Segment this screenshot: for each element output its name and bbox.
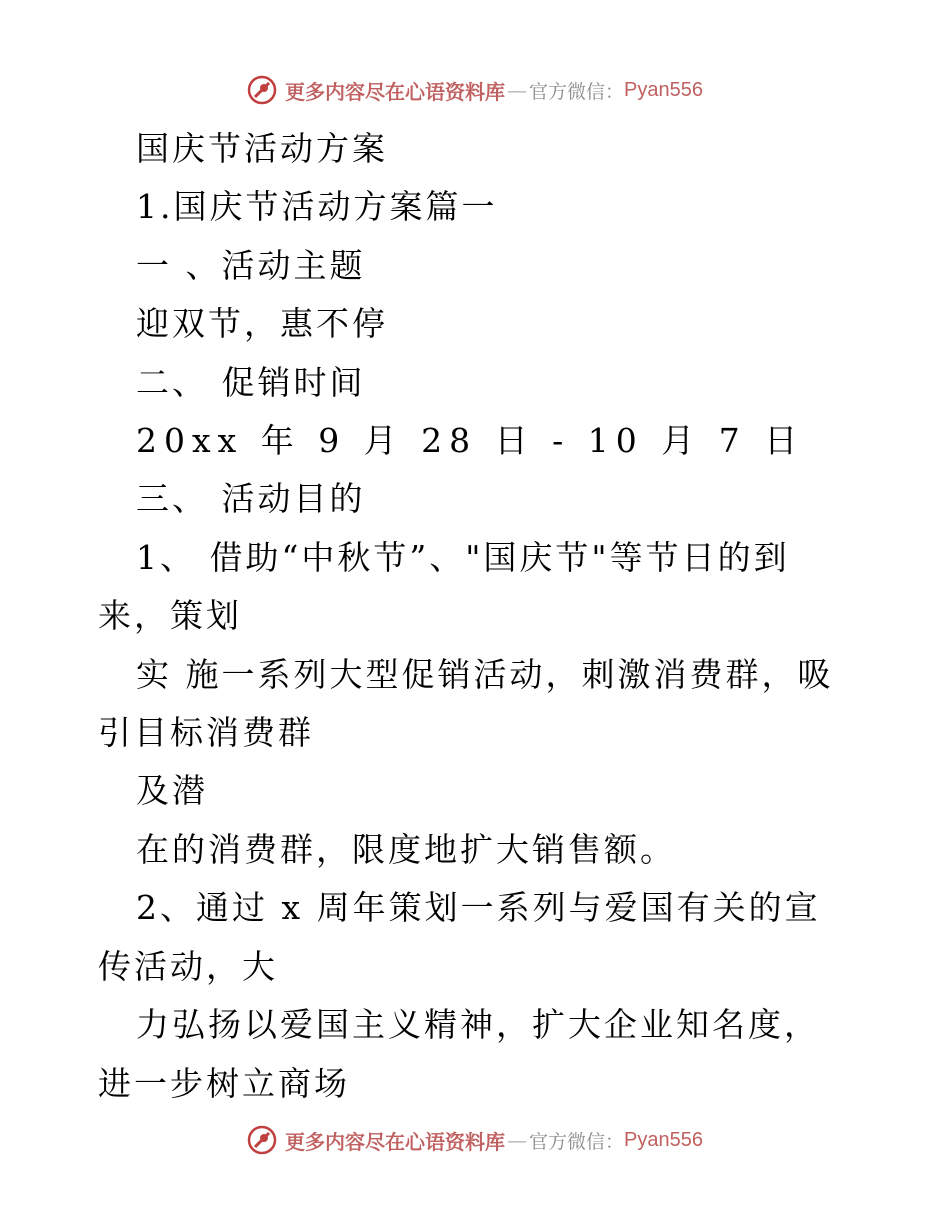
subsection-heading: 二、 促销时间 — [136, 362, 366, 402]
paragraph: 在的消费群，限度地扩大销售额。 — [136, 829, 676, 869]
paragraph: 2、通过 x 周年策划一系列与爱国有关的宣传活动，大 — [98, 888, 821, 986]
watermark-brand: 更多内容尽在心语资料库 — [285, 1129, 505, 1154]
watermark-wechat-id: Pyan556 — [624, 78, 703, 101]
footer-watermark — [0, 1120, 950, 1160]
watermark-wechat-id: Pyan556 — [624, 1128, 703, 1151]
section-heading: 1.国庆节活动方案篇一 — [136, 187, 498, 227]
paragraph: 1、 借助“中秋节”、"国庆节"等节日的到来，策划 — [98, 537, 790, 636]
watermark-brand: 更多内容尽在心语资料库 — [285, 79, 505, 104]
watermark-wechat-label: 官方微信： — [529, 80, 625, 103]
paragraph-date-range: 20xx 年 9 月 28 日 - 10 月 7 日 — [136, 421, 805, 461]
subsection-heading: 一 、活动主题 — [136, 245, 366, 285]
logo-icon — [247, 1125, 277, 1155]
logo-icon — [247, 75, 277, 105]
header-watermark — [0, 70, 950, 110]
watermark-wechat-label: 官方微信： — [529, 1130, 625, 1153]
paragraph: 及潜 — [136, 771, 208, 811]
document-body — [98, 120, 853, 1113]
paragraph: 力弘扬以爱国主义精神，扩大企业知名度，进一步树立商场 — [98, 1005, 820, 1103]
doc-title: 国庆节活动方案 — [136, 129, 388, 168]
watermark-dash: — — [507, 78, 527, 102]
paragraph: 实 施一系列大型促销活动，刺激消费群，吸引目标消费群 — [98, 654, 834, 753]
paragraph: 迎双节，惠不停 — [136, 304, 388, 344]
watermark-dash: — — [507, 1128, 527, 1152]
subsection-heading: 三、 活动目的 — [136, 479, 366, 519]
